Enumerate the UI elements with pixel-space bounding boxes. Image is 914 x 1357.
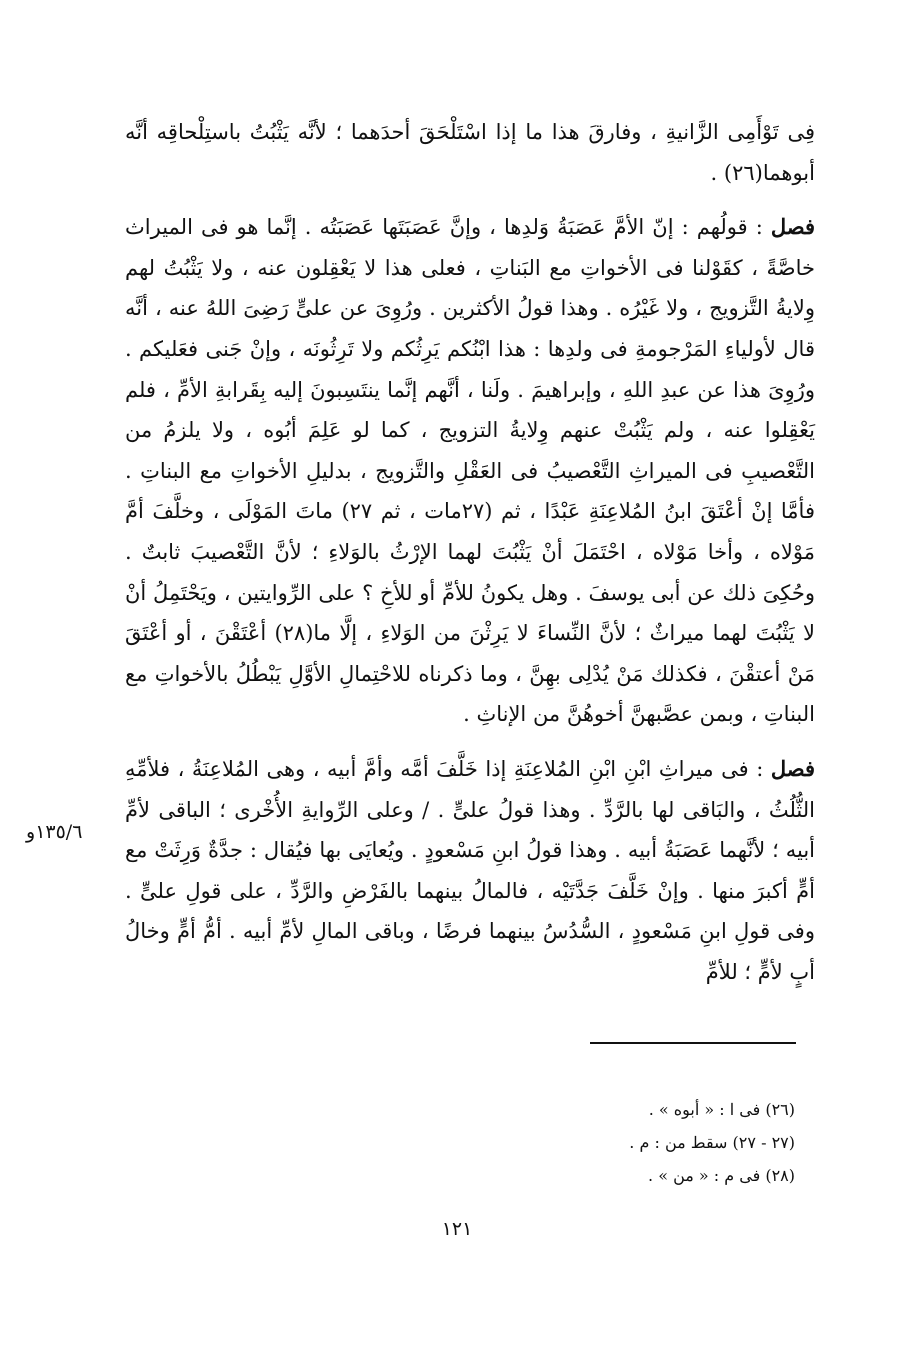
manuscript-folio-note: ١٣٥/٦و [26,821,83,843]
footnote: (٢٨) فى م : « من » . [648,1166,795,1185]
footnote: (٢٧ - ٢٧) سقط من : م . [629,1133,795,1152]
paragraph-2 [125,207,815,735]
footnote: (٢٦) فى ا : « أبوه » . [648,1100,795,1119]
paragraph-text: : فى ميراثِ ابْنِ ابْنِ المُلاعِنَةِ إذا خَلَّفَ أمَّه وأمَّ أبيه ، وهى المُلاعِنَةُ ، فلأمِّهِ الثُّلُثُ ، والبَاقى لها بالرَّدِّ . وهذا قولُ علىٍّ . / وعلى الرِّوايةِ الأُخْرى ؛ الباقى لأمِّ أبيه ؛ لأنَّهما عَصَبَةُ أبيه . وهذا قولُ ابنِ مَسْعودٍ . ويُعايَى بها فيُقال : جدَّةٌ وَرِثَتْ مع أمٍّ أكبرَ منها . وإنْ خَلَّفَ جَدَّتَيْه ، فالمالُ بينهما بالفَرْضِ والرَّدِّ ، على قولِ علىٍّ . وفى قولِ ابنِ مَسْعودٍ ، السُّدُسُ بينهما فرضًا ، وباقى المالِ لأمِّ أبيه . أمُّ أمٍّ وخالُ أبٍ لأمٍّ ؛ للأمِّ [125,756,815,984]
section-heading: فصل [770,214,815,240]
page-number: ١٢١ [441,1218,473,1240]
paragraph-text: : قولُهم : إنّ الأمَّ عَصَبَةُ وَلدِها ، وإنَّ عَصَبَتَها عَصَبَتُه . إنَّما هو فى الميراث خاصَّةً ، كقَوْلنا فى الأخواتِ مع البَناتِ ، فعلى هذا لا يَعْقِلون عنه ، ولا يَثْبُتُ لهم وِلايةُ التَّزويج ، ولا غَيْرُه . وهذا قولُ الأكثرين . ورُوِىَ عن علىٍّ رَضِىَ اللهُ عنه ، أنَّه قال لأولياءِ المَرْجومةِ فى ولدِها : هذا ابْنُكم يَرِثُكم ولا تَرِثُونَه ، وإنْ جَنى فعَليكم . ورُوِىَ هذا عن عبدِ اللهِ ، وإبراهيمَ . ولَنا ، أنَّهم إنَّما ينتَسِبونَ إليه بِقَرابةِ الأمِّ ، فلم يَعْقِلوا عنه ، ولم يَثْبُتْ عنهم وِلايةُ التزويج ، كما لو عَلِمَ أبُوه ، ولا يلزمُ من التَّعْصيبِ فى الميراثِ التَّعْصيبُ فى العَقْلِ والتَّزويج ، بدليلِ الأخواتِ مع البناتِ . فأمَّا إنْ أعْتَقَ ابنُ المُلاعِنَةِ عَبْدًا ، ثم (٢٧مات ، ثم ٢٧) ماتَ المَوْلَى ، وخلَّفَ أمَّ مَوْلاه ، وأخا مَوْلاه ، احْتَمَلَ أنْ يَثْبُتَ لهما الإرْثُ بالوَلاءِ ؛ لأنَّ التَّعْصيبَ ثابتٌ . وحُكِىَ ذلك عن أبى يوسفَ . وهل يكونُ للأمِّ أو للأخِ ؟ على الرِّوايتين ، ويَحْتَمِلُ أنْ لا يَثْبُتَ لهما ميراثٌ ؛ لأنَّ النِّساءَ لا يَرِثْنَ من الوَلاءِ ، إلَّا ما(٢٨) أعْتَقْنَ ، أو أعْتَقَ مَنْ أعتقْنَ ، فكذلك مَنْ يُدْلِى بهِنَّ ، وما ذكرناه للاحْتِمالِ الأوَّلِ يَبْطُلُ بالأخواتِ مع البناتِ ، وبمن عصَّبهنَّ أخوهُنَّ من الإناثِ . [125,215,815,727]
paragraph-3 [125,749,815,993]
paragraph-text: فِى تَوْأَمِى الزَّانيةِ ، وفارقَ هذا ما إذا اسْتَلْحَقَ أحدَهما ؛ لأنَّه يَثْبُتُ باستِلْحاقِه أنَّه أبوهما(٢٦) . [125,120,815,185]
main-text [125,112,815,992]
footnotes [420,1093,795,1192]
paragraph-1 [125,112,815,193]
section-heading: فصل [770,755,815,781]
footnote-divider [590,1042,796,1044]
